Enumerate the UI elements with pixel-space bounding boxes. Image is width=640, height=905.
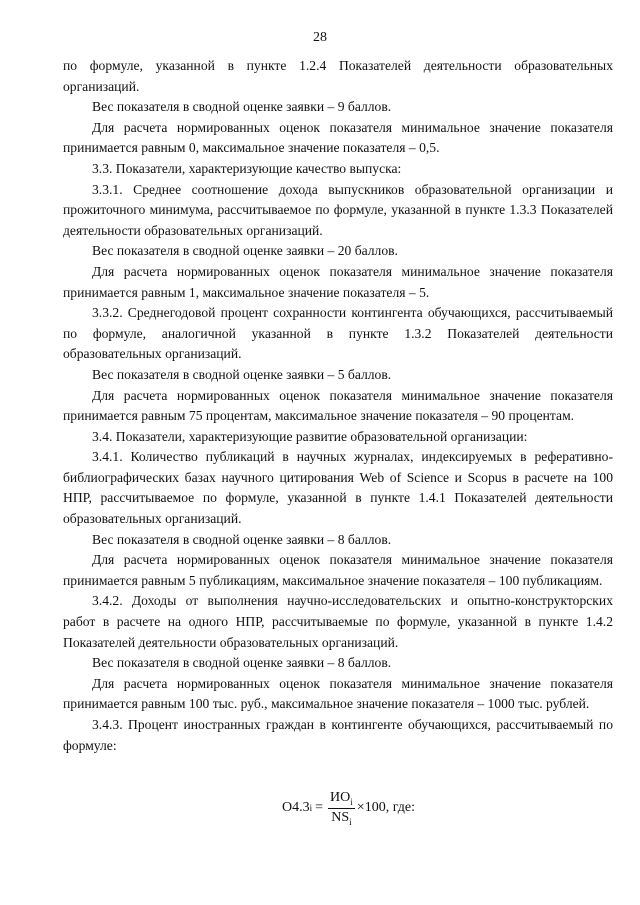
paragraph: 3.4.3. Процент иностранных граждан в контингенте обучающихся, рассчитываемый по формуле: (63, 717, 613, 753)
document-body (63, 56, 613, 756)
paragraph: по формуле, указанной в пункте 1.2.4 Показателей деятельности образовательных организаций. (63, 58, 613, 94)
paragraph: Для расчета нормированных оценок показателя минимальное значение показателя принимается равным 100 тыс. руб., максимальное значение показателя – 1000 тыс. рублей. (63, 675, 613, 712)
paragraph: Для расчета нормированных оценок показателя минимальное значение показателя принимается равным 75 процентам, максимальное значение показателя – 90 процентам. (63, 387, 613, 424)
section-heading: 3.4. Показатели, характеризующие развитие образовательной организации: (92, 428, 528, 444)
paragraph: Вес показателя в сводной оценке заявки – 5 баллов. (92, 366, 392, 382)
formula-equals: = (315, 800, 324, 816)
formula (282, 790, 415, 827)
paragraph: Вес показателя в сводной оценке заявки – 8 баллов. (92, 531, 392, 547)
formula-denominator: $NS_i$ (331, 809, 352, 827)
formula-multiplier: ×100 (356, 800, 386, 816)
paragraph: Для расчета нормированных оценок показателя минимальное значение показателя принимается равным 1, максимальное значение показателя – 5. (63, 263, 613, 300)
paragraph: Вес показателя в сводной оценке заявки – 20 баллов. (92, 243, 398, 259)
formula-numerator: $ИО_i$ (330, 790, 353, 807)
paragraph: 3.4.1. Количество публикаций в научных журналах, индексируемых в реферативно-библиографических базах научного цитирования Web of Science и Scopus в расчете на 100 НПР, рассчитываемое по формуле, указанной в пункте 1.4.1 Показателей деятельности образовательных организаций. (63, 449, 613, 527)
formula-lhs-sub: i (309, 803, 313, 814)
section-heading: 3.3. Показатели, характеризующие качество выпуска: (92, 160, 402, 176)
page-number: 28 (313, 30, 327, 45)
paragraph: 3.3.2. Среднегодовой процент сохранности контингента обучающихся, рассчитываемый по формуле, аналогичной указанной в пункте 1.3.2 Показателей деятельности образовательных организаций. (63, 305, 613, 362)
formula-fraction (328, 790, 355, 827)
paragraph: Вес показателя в сводной оценке заявки – 9 баллов. (92, 99, 392, 115)
paragraph: Для расчета нормированных оценок показателя минимальное значение показателя принимается равным 0, максимальное значение показателя – 0,5. (63, 119, 613, 156)
paragraph: 3.4.2. Доходы от выполнения научно-исследовательских и опытно-конструкторских работ в расчете на одного НПР, рассчитываемые по формуле, указанной в пункте 1.4.2 Показателей деятельности образовательных организаций. (63, 593, 613, 650)
formula-lhs: О4.3 (282, 800, 310, 816)
paragraph: 3.3.1. Среднее соотношение дохода выпускников образовательной организации и прожиточного минимума, рассчитываемое по формуле, указанной в пункте 1.3.3 Показателей деятельности образовательных организаций. (63, 181, 613, 238)
paragraph: Вес показателя в сводной оценке заявки – 8 баллов. (92, 655, 392, 671)
formula-tail: , где: (385, 800, 415, 816)
paragraph: Для расчета нормированных оценок показателя минимальное значение показателя принимается равным 5 публикациям, максимальное значение показателя – 100 публикациям. (63, 552, 613, 588)
